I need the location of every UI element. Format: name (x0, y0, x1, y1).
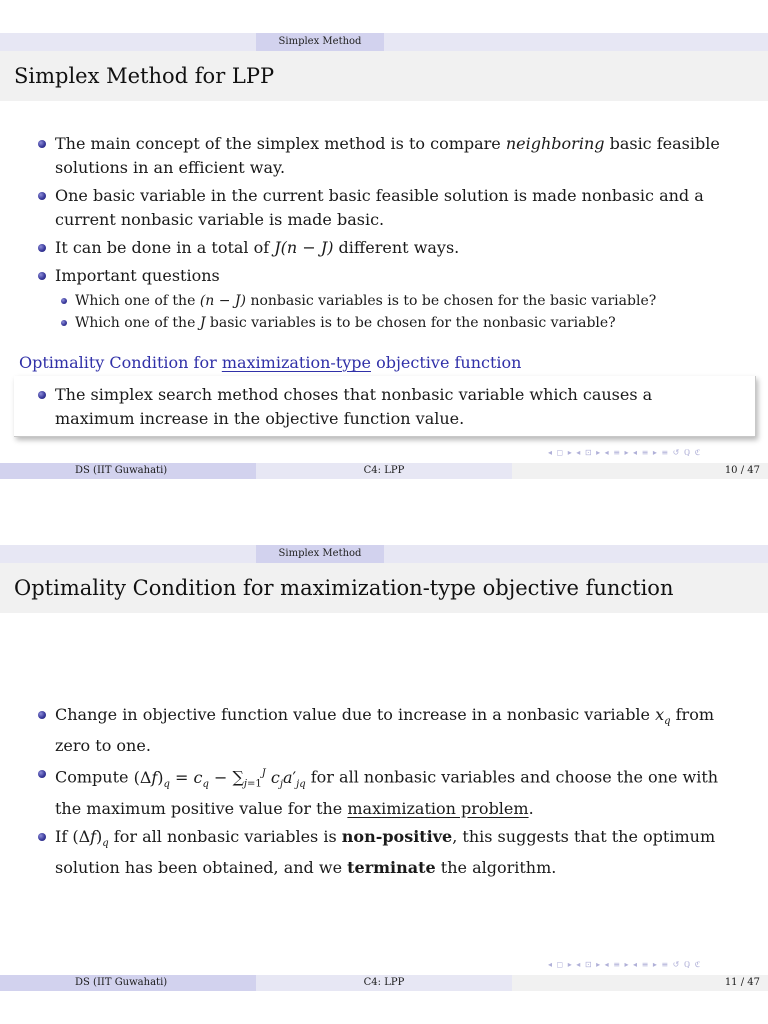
list-item: Compute $(\Delta f)_q = c_q - \sum_{j=1}^J$ $c_ja'_{jq}$ for all nonbasic variables and choose the one with the maximum positive value for the maximization problem. (36, 762, 736, 821)
list-item: One basic variable in the current basic feasible solution is made nonbasic and a current nonbasic variable is made basic. (36, 184, 736, 232)
list-item: Important questions Which one of the (n − J) nonbasic variables is to be chosen for the basic variable? Which one of the J basic variables is to be chosen for the nonbasic variable? (36, 264, 736, 334)
footline (0, 463, 768, 479)
bullet-list-slide-11 (36, 703, 736, 884)
list-item: It can be done in a total of J(n − J) different ways. (36, 236, 736, 260)
footer-author: DS (IIT Guwahati) (75, 465, 168, 476)
list-item: The main concept of the simplex method is to compare neighboring basic feasible solutions in an efficient way. (36, 132, 736, 180)
list-item: Change in objective function value due to increase in a nonbasic variable $x_q$ from zero to one. (36, 703, 736, 758)
block-title: Optimality Condition for maximization-type objective function (19, 353, 522, 372)
bullet-list (36, 132, 736, 338)
frame-title: Optimality Condition for maximization-type objective function (0, 563, 768, 613)
footer-page-number: 11 / 47 (724, 977, 760, 988)
math-expression: J(n − J) (274, 238, 334, 257)
footer-author: DS (IIT Guwahati) (75, 977, 168, 988)
slide-10 (0, 0, 768, 480)
footer-title: C4: LPP (256, 975, 512, 991)
footer-title: C4: LPP (256, 463, 512, 479)
navigation-icons[interactable]: ◂ ◻ ▸ ◂ ⊡ ▸ ◂ ≡ ▸ ◂ ≡ ▸ ≡ ↺ ℚ ℭ (548, 960, 702, 969)
footline (0, 975, 768, 991)
sub-bullet-list (55, 290, 736, 334)
block-bullet-list (36, 383, 736, 435)
list-item: The simplex search method choses that nonbasic variable which causes a maximum increase in the objective function value. (36, 383, 736, 431)
navigation-icons[interactable]: ◂ ◻ ▸ ◂ ⊡ ▸ ◂ ≡ ▸ ◂ ≡ ▸ ≡ ↺ ℚ ℭ (548, 448, 702, 457)
footer-page-number: 10 / 47 (724, 465, 760, 476)
optimality-block (14, 350, 757, 438)
emphasis-text: neighboring (505, 134, 605, 153)
list-item: If $(\Delta f)_q$ for all nonbasic variables is non-positive, this suggests that the optimum solution has been obtained, and we terminate the algorithm. (36, 825, 736, 880)
block-body (14, 376, 756, 437)
math-expression: $(\Delta f)_q$ (72, 826, 109, 849)
frame-title: Simplex Method for LPP (0, 51, 768, 101)
section-label: Simplex Method (256, 33, 384, 51)
section-label: Simplex Method (256, 545, 384, 563)
math-expression: $(\Delta f)_q = c_q - \sum_{j=1}^J$ $c_ja'_{jq}$ (133, 767, 306, 790)
headline-bar (0, 33, 768, 51)
sub-list-item: Which one of the (n − J) nonbasic variables is to be chosen for the basic variable? (58, 290, 736, 312)
sub-list-item: Which one of the J basic variables is to be chosen for the nonbasic variable? (58, 312, 736, 334)
headline-bar (0, 545, 768, 563)
